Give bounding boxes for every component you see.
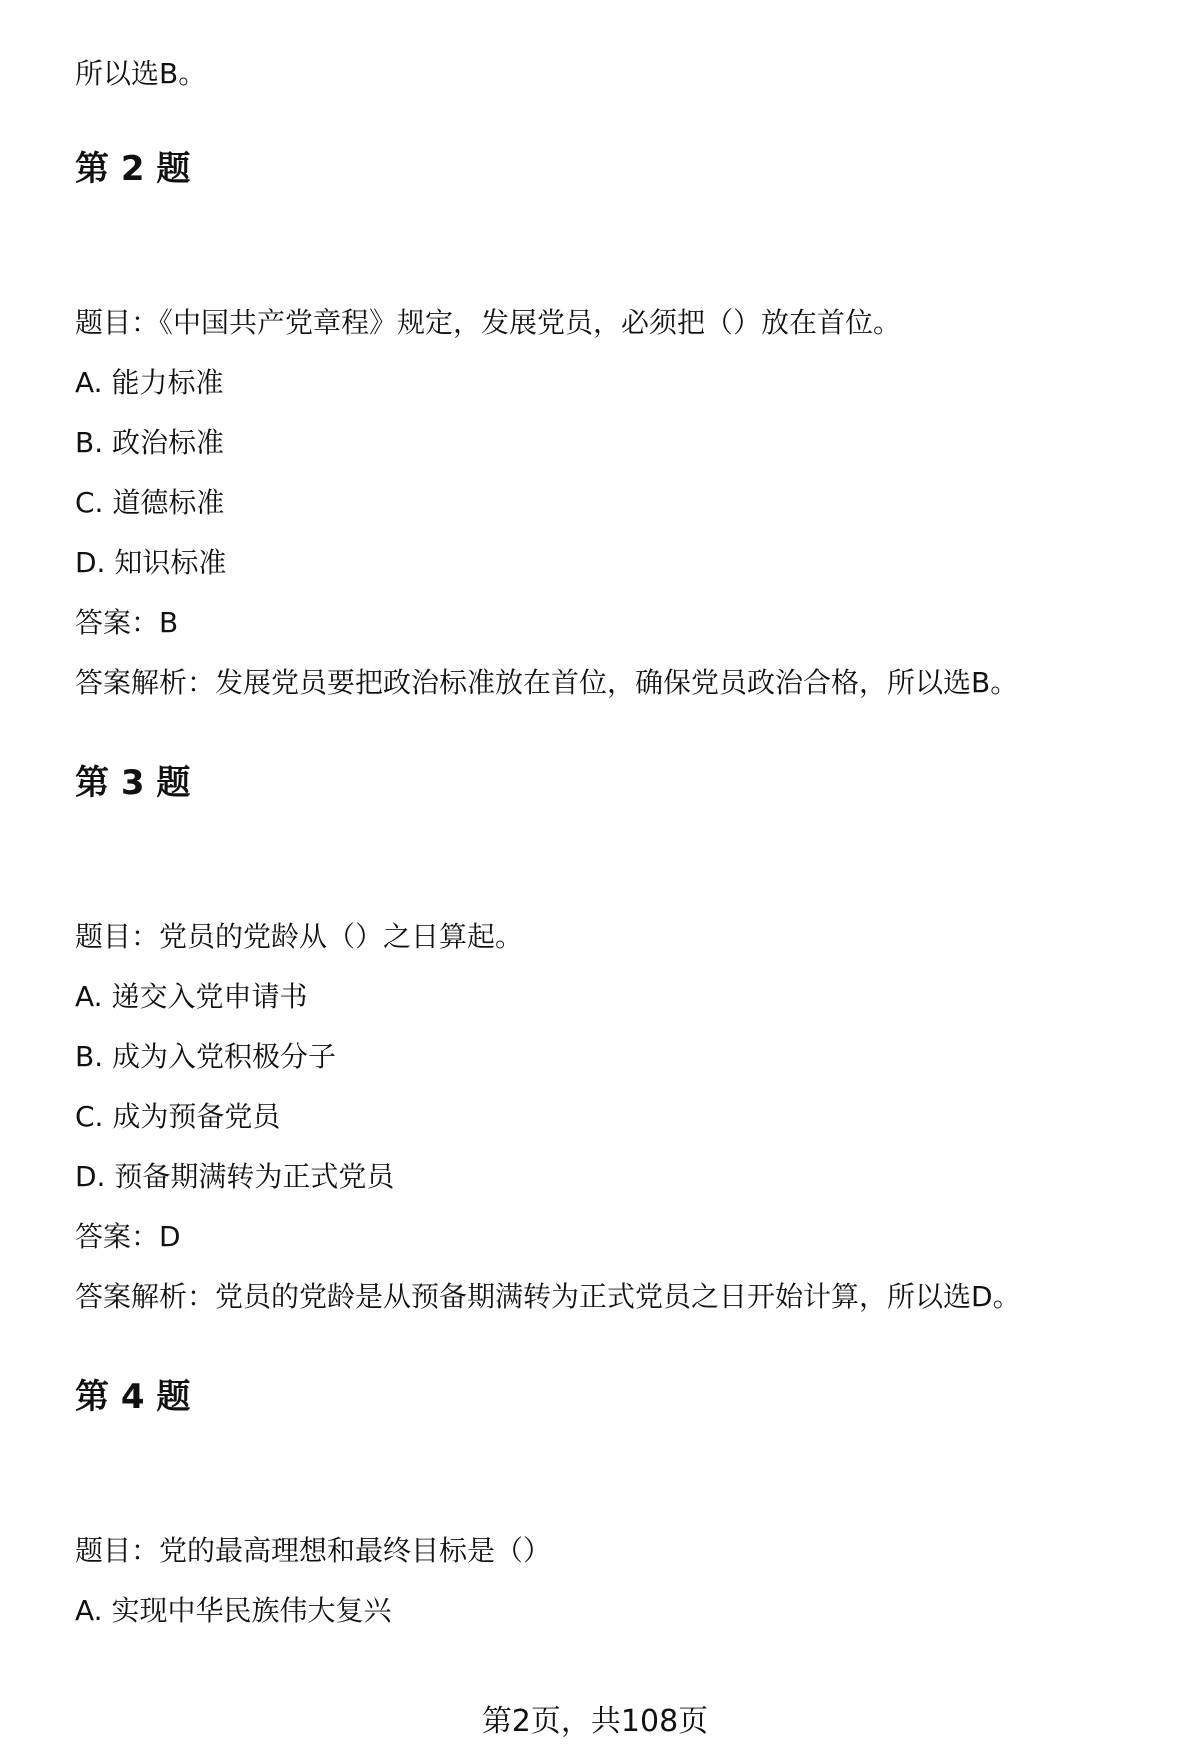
previous-explanation-tail: 所以选B。 [75, 57, 207, 90]
page-footer: 第2页，共108页 [481, 1704, 709, 1739]
question-2-option-a: A. 能力标准 [75, 366, 224, 399]
document-page [75, 0, 1115, 1755]
question-3-explanation: 答案解析：党员的党龄是从预备期满转为正式党员之日开始计算，所以选D。 [75, 1280, 1021, 1313]
question-4-option-a: A. 实现中华民族伟大复兴 [75, 1594, 392, 1627]
question-2-option-b: B. 政治标准 [75, 426, 225, 459]
question-2-answer: 答案：B [75, 606, 179, 639]
question-3-option-b: B. 成为入党积极分子 [75, 1040, 337, 1073]
question-4-title: 题目：党的最高理想和最终目标是（） [75, 1534, 552, 1567]
question-3-option-c: C. 成为预备党员 [75, 1100, 281, 1133]
question-4-heading: 第 4 题 [75, 1377, 191, 1417]
question-2-heading: 第 2 题 [75, 149, 191, 189]
question-3-option-d: D. 预备期满转为正式党员 [75, 1160, 395, 1193]
question-3-heading: 第 3 题 [75, 763, 191, 803]
question-2-option-c: C. 道德标准 [75, 486, 225, 519]
question-2-explanation: 答案解析：发展党员要把政治标准放在首位，确保党员政治合格，所以选B。 [75, 666, 1019, 699]
question-3-title: 题目：党员的党龄从（）之日算起。 [75, 920, 524, 953]
question-3-answer: 答案：D [75, 1220, 181, 1253]
question-3-option-a: A. 递交入党申请书 [75, 980, 308, 1013]
question-2-title: 题目：《中国共产党章程》规定，发展党员，必须把（）放在首位。 [75, 306, 902, 339]
question-2-option-d: D. 知识标准 [75, 546, 227, 579]
